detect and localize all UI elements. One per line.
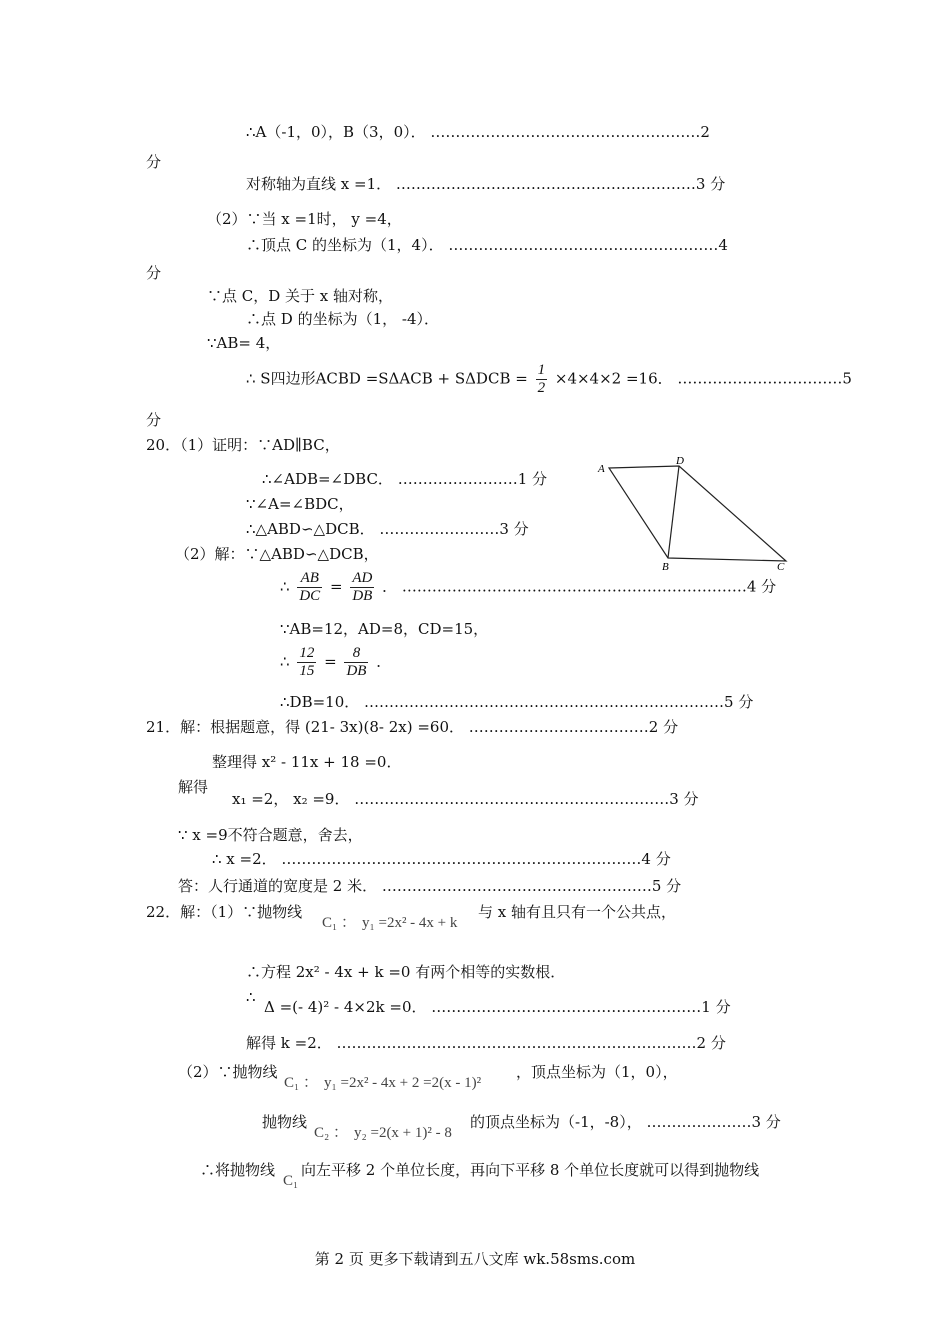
vertex-label-d: D — [676, 455, 684, 467]
area-result: ×4×4×2 =16． ……………………………5 — [554, 369, 852, 388]
line-17-tail: ． ……………………………………………………………4 分 — [382, 577, 777, 596]
line-32d: 的顶点坐标为（-1，-8）， …………………3 分 — [470, 1113, 781, 1131]
equation-y1-vertex: y₁ =2x² - 4x + 2 =2(x - 1)² — [324, 1075, 482, 1091]
line-18: ∵AB=12，AD=8，CD=15， — [280, 620, 489, 638]
line-6: 分 — [146, 264, 162, 282]
fraction-12-15 — [297, 645, 316, 680]
line-2: 分 — [146, 153, 162, 171]
line-11: 分 — [146, 411, 162, 429]
line-24: ∵ x =9不符合题意，舍去， — [178, 826, 363, 844]
line-32a: 抛物线 — [262, 1113, 308, 1131]
line-23b: x₁ =2， x₂ =9． ………………………………………………………3 分 — [232, 790, 699, 808]
line-8: ∴点 D 的坐标为（1， -4）． — [246, 310, 439, 328]
equation-y1: y₁ =2x² - 4x + k — [362, 915, 458, 931]
line-31a: （2）∵抛物线 — [178, 1063, 278, 1081]
vertex-label-c: C — [777, 561, 785, 573]
line-14: ∵∠A=∠BDC， — [246, 495, 354, 513]
line-29a: ∴ — [246, 988, 256, 1006]
line-33c: 向左平移 2 个单位长度，再向下平移 8 个单位长度就可以得到抛物线 — [301, 1161, 760, 1179]
fraction-numerator: 8 — [344, 645, 368, 663]
line-17: ∴ $\frac{AB}{DC}$ = $\frac{AD}{DB}$ ． ……………………………………………………………4 分 — [280, 570, 777, 604]
fraction-denominator: DB — [352, 588, 373, 604]
line-16: （2）解：∵△ABD∽△DCB， — [175, 545, 379, 563]
line-3: 对称轴为直线 x =1． ……………………………………………………3 分 — [246, 175, 726, 193]
line-20: ∴DB=10． ………………………………………………………………5 分 — [280, 693, 754, 711]
line-29b: Δ =(- 4)² - 4×2k =0． ………………………………………………1 分 — [264, 998, 731, 1016]
fraction-numerator: 12 — [299, 645, 315, 661]
line-13: ∴∠ADB=∠DBC． ……………………1 分 — [262, 470, 548, 488]
line-30: 解得 k =2． ………………………………………………………………2 分 — [246, 1034, 726, 1052]
fraction-8-db — [344, 645, 368, 680]
therefore-symbol: ∴ — [280, 577, 290, 596]
line-10 — [246, 362, 852, 397]
curve-c1-label: C₁ ： — [322, 915, 356, 931]
line-25: ∴ x =2． ………………………………………………………………4 分 — [212, 850, 671, 868]
fraction-denominator: DB — [346, 663, 367, 679]
line-15: ∴△ABD∽△DCB． ……………………3 分 — [246, 520, 529, 538]
line-22: 整理得 x² - 11x + 18 =0． — [212, 753, 402, 771]
line-4: （2）∵当 x =1时， y =4， — [207, 210, 402, 228]
page-footer: 第 2 页 更多下载请到五八文库 wk.58sms.com — [314, 1250, 636, 1268]
line-26: 答：人行通道的宽度是 2 米． ………………………………………………5 分 — [178, 877, 682, 895]
fraction-numerator: 1 — [537, 362, 546, 378]
curve-c1-label-3: C₁ — [283, 1173, 299, 1189]
line-1: ∴A（-1，0），B（3，0）． ………………………………………………2 — [246, 123, 710, 141]
fraction-half — [536, 362, 548, 397]
line-12: 20．（1）证明：∵AD∥BC， — [146, 436, 340, 454]
fraction-denominator: 15 — [299, 663, 315, 679]
fraction-ad-db — [350, 570, 374, 605]
trapezoid-figure — [595, 455, 795, 575]
line-31d: ，顶点坐标为（1，0）， — [516, 1063, 678, 1081]
vertex-label-b: B — [662, 561, 669, 573]
line-28: ∴方程 2x² - 4x + k =0 有两个相等的实数根． — [246, 963, 566, 981]
line-23: 解得 — [178, 778, 209, 796]
line-27d: 与 x 轴有且只有一个公共点， — [478, 903, 676, 921]
fraction-numerator: AD — [352, 570, 373, 586]
line-5: ∴顶点 C 的坐标为（1，4）． ………………………………………………4 — [246, 236, 728, 254]
curve-c2-label: C₂ ： — [314, 1125, 348, 1141]
line-33a: ∴将抛物线 — [200, 1161, 276, 1179]
fraction-denominator: 2 — [537, 380, 546, 396]
therefore-symbol: ∴ — [280, 652, 290, 671]
line-19: ∴ $\frac{12}{15}$ = $\frac{8}{DB}$ ． — [280, 645, 392, 679]
line-19-tail: ． — [376, 652, 392, 671]
line-21: 21．解：根据题意，得 (21- 3x)(8- 2x) =60． ………………………………2 分 — [146, 718, 679, 736]
line-27a: 22．解：（1）∵抛物线 — [146, 903, 303, 921]
fraction-denominator: DC — [299, 588, 321, 604]
equation-y2: y₂ =2(x + 1)² - 8 — [354, 1125, 452, 1141]
curve-c1-label-2: C₁ ： — [284, 1075, 318, 1091]
fraction-ab-dc — [297, 570, 322, 605]
line-7: ∵点 C，D 关于 x 轴对称， — [207, 287, 394, 305]
vertex-label-a: A — [598, 463, 605, 475]
line-9: ∵AB= 4， — [207, 334, 281, 352]
fraction-numerator: AB — [297, 570, 322, 588]
area-expression: ∴ S四边形ACBD =SΔACB + SΔDCB = — [246, 369, 528, 388]
